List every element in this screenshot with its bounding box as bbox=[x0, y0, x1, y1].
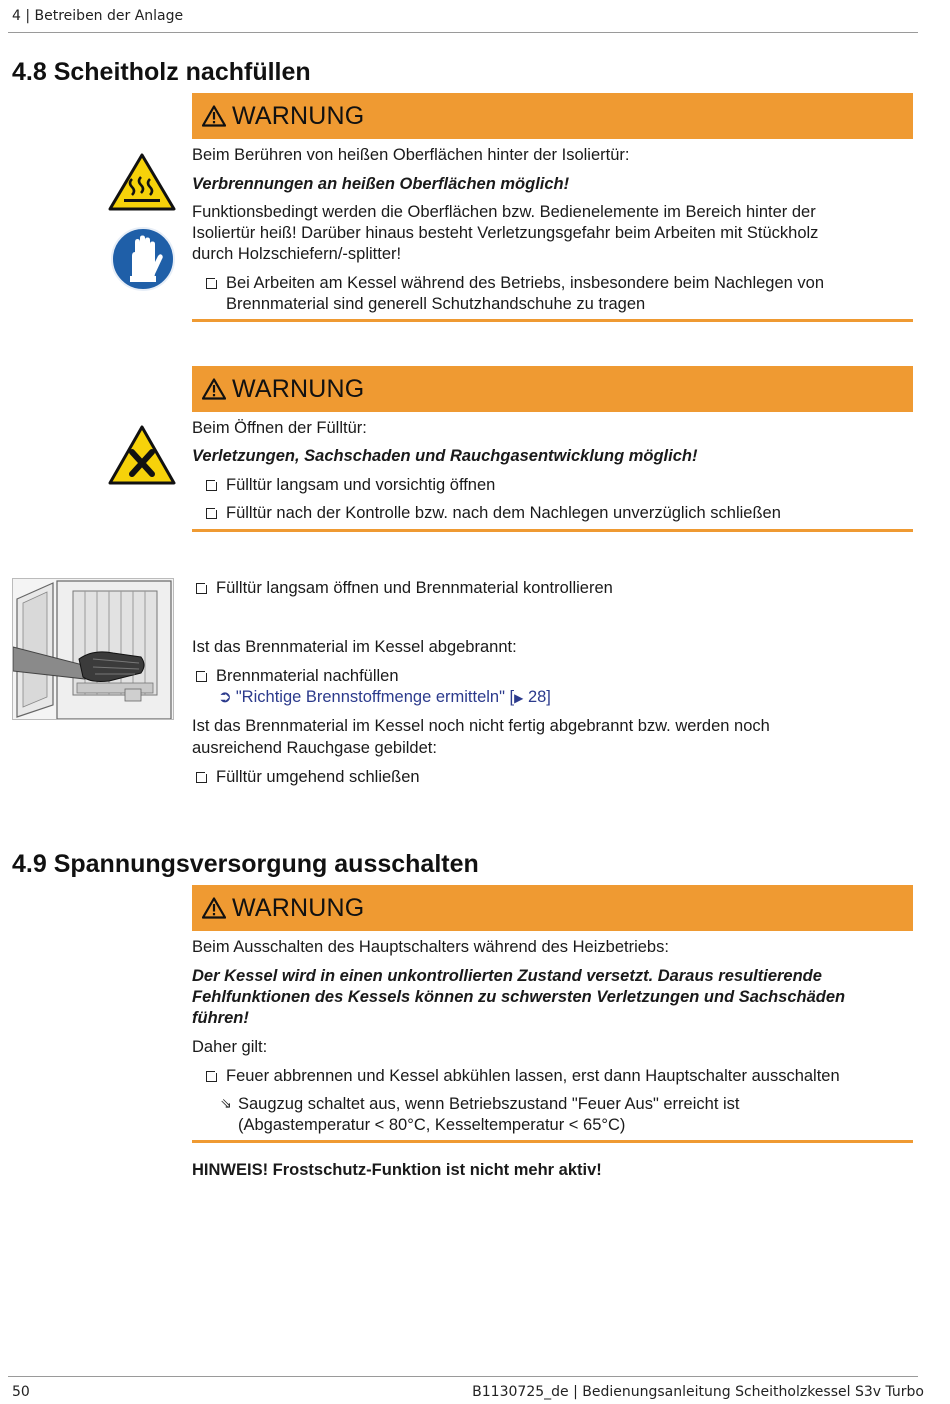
warning-banner-1 bbox=[192, 93, 913, 139]
cross-reference-link[interactable] bbox=[218, 687, 551, 709]
step-open-door-text: Fülltür langsam öffnen und Brennmaterial kontrollieren bbox=[216, 579, 613, 597]
warning-triangle-icon bbox=[202, 897, 226, 919]
warning-label: WARNUNG bbox=[232, 101, 365, 130]
warning-3-result-line-1: Saugzug schaltet aus, wenn Betriebszustand "Feuer Aus" erreicht ist bbox=[238, 1095, 740, 1113]
step-refill bbox=[196, 666, 399, 687]
warning-1-action-line-2: Brennmaterial sind generell Schutzhandschuhe zu tragen bbox=[226, 295, 646, 313]
section-title-4-8: 4.8 Scheitholz nachfüllen bbox=[12, 58, 311, 86]
warning-label: WARNUNG bbox=[232, 893, 365, 922]
cross-reference-text[interactable]: "Richtige Brennstoffmenge ermitteln" [ bbox=[235, 688, 515, 706]
wear-gloves-icon bbox=[110, 226, 176, 292]
warning-triangle-icon bbox=[202, 105, 226, 127]
warning-3-hazard-line-3: führen! bbox=[192, 1009, 249, 1027]
warning-2-action-2-text: Fülltür nach der Kontrolle bzw. nach dem Nachlegen unverzüglich schließen bbox=[226, 504, 781, 522]
warning-label: WARNUNG bbox=[232, 374, 365, 403]
warning-3-action-text: Feuer abbrennen und Kessel abkühlen lassen, erst dann Hauptschalter ausschalten bbox=[226, 1067, 840, 1085]
warning-2-hazard: Verletzungen, Sachschaden und Rauchgasentwicklung möglich! bbox=[192, 447, 698, 465]
warning-3-therefore: Daher gilt: bbox=[192, 1038, 268, 1056]
step-close-door bbox=[196, 767, 420, 788]
warning-3-result bbox=[220, 1094, 740, 1136]
checkbox-bullet-icon bbox=[196, 583, 207, 594]
warning-1-action bbox=[206, 273, 824, 315]
cross-reference-page[interactable]: 28] bbox=[523, 688, 551, 706]
warning-1-description-line-1: Funktionsbedingt werden die Oberflächen bzw. Bedienelemente im Bereich hinter der bbox=[192, 203, 816, 221]
footer-divider bbox=[8, 1376, 918, 1377]
warning-1-hazard: Verbrennungen an heißen Oberflächen möglich! bbox=[192, 175, 570, 193]
cross-reference-arrow-icon: ➲ bbox=[218, 688, 232, 706]
warning-banner-3 bbox=[192, 885, 913, 931]
warning-2-intro: Beim Öffnen der Fülltür: bbox=[192, 419, 367, 437]
page-pointer-icon: ▶ bbox=[514, 691, 524, 705]
boiler-refill-illustration bbox=[12, 578, 174, 720]
warning-1-intro: Beim Berühren von heißen Oberflächen hinter der Isoliertür: bbox=[192, 146, 630, 164]
checkbox-bullet-icon bbox=[206, 508, 217, 519]
warning-triangle-icon bbox=[202, 378, 226, 400]
result-arrow-icon: ⇘ bbox=[220, 1096, 232, 1112]
checkbox-bullet-icon bbox=[206, 278, 217, 289]
section-title-4-9: 4.9 Spannungsversorgung ausschalten bbox=[12, 850, 479, 878]
running-header: 4 | Betreiben der Anlage bbox=[12, 8, 184, 24]
header-divider bbox=[8, 32, 918, 33]
page-number: 50 bbox=[12, 1384, 30, 1400]
condition-burned-down: Ist das Brennmaterial im Kessel abgebrannt: bbox=[192, 638, 517, 656]
warning-1-description-line-2: Isoliertür heiß! Darüber hinaus besteht Verletzungsgefahr beim Arbeiten mit Stückholz bbox=[192, 224, 819, 242]
warning-2-end-rule bbox=[192, 529, 913, 532]
condition-not-burned-line-2: ausreichend Rauchgase gebildet: bbox=[192, 739, 437, 757]
warning-2-action-1-text: Fülltür langsam und vorsichtig öffnen bbox=[226, 476, 496, 494]
warning-3-hazard-line-2: Fehlfunktionen des Kessels können zu schwersten Verletzungen und Sachschäden bbox=[192, 988, 846, 1006]
notice-frost-protection: HINWEIS! Frostschutz-Funktion ist nicht mehr aktiv! bbox=[192, 1161, 602, 1179]
warning-3-intro: Beim Ausschalten des Hauptschalters während des Heizbetriebs: bbox=[192, 938, 669, 956]
warning-3-end-rule bbox=[192, 1140, 913, 1143]
boiler-door-arm-image bbox=[13, 579, 174, 720]
step-close-door-text: Fülltür umgehend schließen bbox=[216, 768, 420, 786]
checkbox-bullet-icon bbox=[196, 772, 207, 783]
warning-2-action-2 bbox=[206, 503, 781, 524]
step-open-door bbox=[196, 578, 613, 599]
hot-surface-warning-icon bbox=[108, 152, 176, 212]
condition-not-burned-line-1: Ist das Brennmaterial im Kessel noch nicht fertig abgebrannt bzw. werden noch bbox=[192, 717, 770, 735]
checkbox-bullet-icon bbox=[206, 1071, 217, 1082]
warning-2-action-1 bbox=[206, 475, 495, 496]
document-reference: B1130725_de | Bedienungsanleitung Scheitholzkessel S3v Turbo bbox=[472, 1384, 924, 1400]
harmful-substance-warning-icon bbox=[108, 424, 176, 486]
warning-3-result-line-2: (Abgastemperatur < 80°C, Kesseltemperatur < 65°C) bbox=[238, 1116, 626, 1134]
step-refill-text: Brennmaterial nachfüllen bbox=[216, 667, 399, 685]
warning-1-end-rule bbox=[192, 319, 913, 322]
warning-banner-2 bbox=[192, 366, 913, 412]
warning-3-action bbox=[206, 1066, 840, 1087]
warning-1-description-line-3: durch Holzschiefern/-splitter! bbox=[192, 245, 402, 263]
warning-1-action-line-1: Bei Arbeiten am Kessel während des Betriebs, insbesondere beim Nachlegen von bbox=[226, 274, 825, 292]
warning-3-hazard-line-1: Der Kessel wird in einen unkontrollierten Zustand versetzt. Daraus resultierende bbox=[192, 967, 822, 985]
checkbox-bullet-icon bbox=[206, 480, 217, 491]
checkbox-bullet-icon bbox=[196, 671, 207, 682]
